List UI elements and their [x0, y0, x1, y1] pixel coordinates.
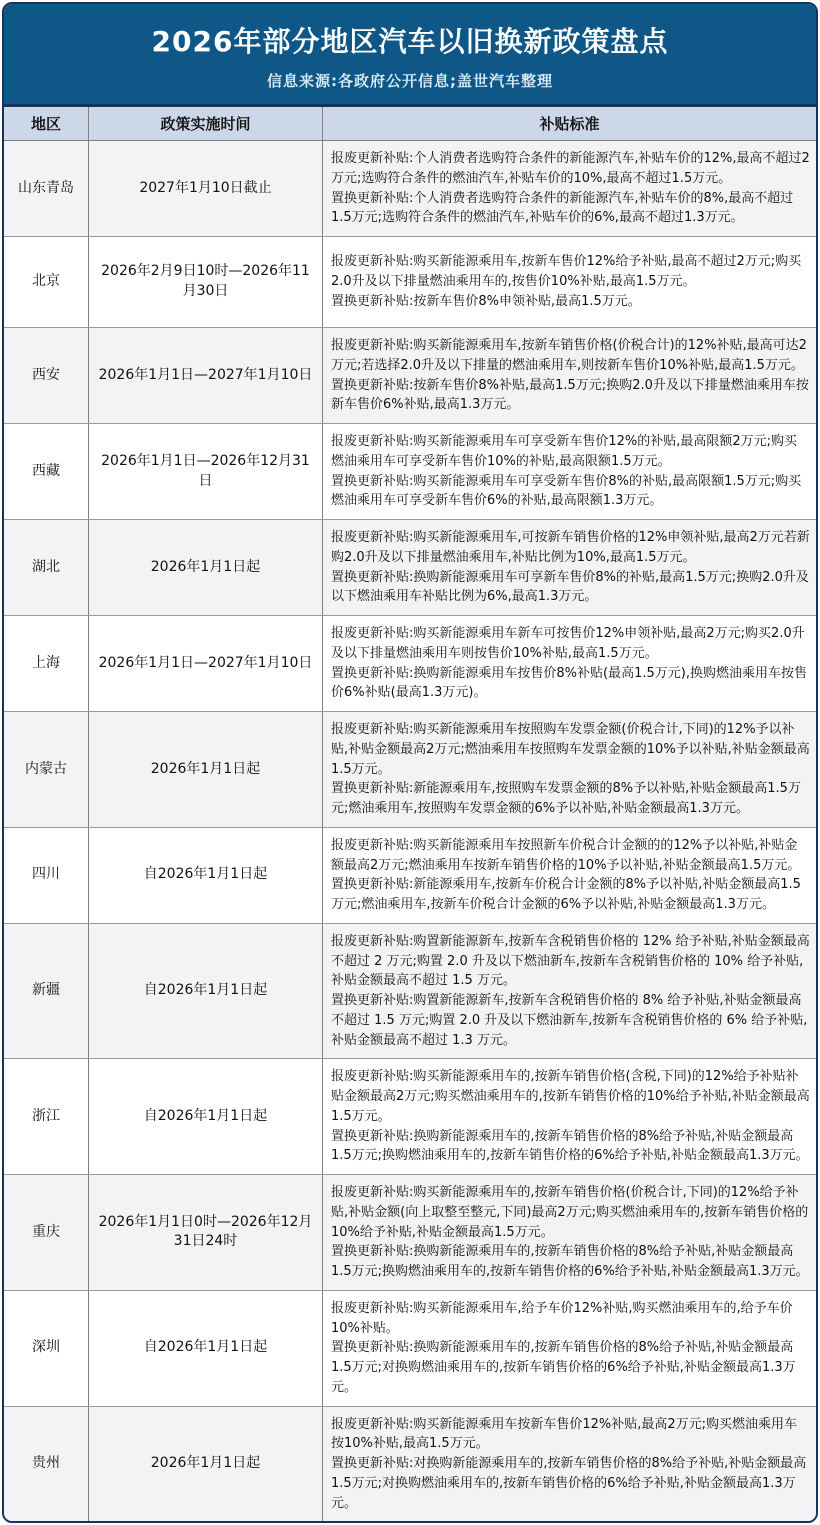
region-cell: 新疆 — [32, 982, 60, 999]
replace-subsidy-text: 置换更新补贴:换购新能源乘用车的,按新车销售价格的8%给予补贴,补贴金额最高1.5万元;换购燃油乘用车的,按新车销售价格的6%给予补贴,补贴金额最高1.3万元。 — [331, 1244, 809, 1279]
region-cell: 深圳 — [32, 1339, 60, 1356]
subsidy-cell — [322, 424, 816, 519]
region-cell: 山东青岛 — [18, 179, 74, 196]
scrap-subsidy-text: 报废更新补贴:购置新能源新车,按新车含税销售价格的 12% 给予补贴,补贴金额最高不超过 2 万元;购置 2.0 升及以下燃油新车,按新车含税销售价格的 10% 给予补贴,补贴金额最高不超过 1.5 万元。 — [331, 933, 810, 989]
subsidy-cell — [322, 1407, 816, 1522]
scrap-subsidy-text: 报废更新补贴:购买新能源乘用车按照购车发票金额(价税合计,下同)的12%予以补贴,补贴金额最高2万元;燃油乘用车按照购车发票金额的10%予以补贴,补贴金额最高1.5万元。 — [331, 722, 810, 777]
scrap-subsidy-text: 报废更新补贴:购买新能源乘用车,可按新车销售价格的12%申领补贴,最高2万元若新购2.0升及以下排量燃油乘用车,补贴比例为10%,最高1.5万元。 — [331, 530, 810, 565]
scrap-subsidy-text: 报废更新补贴:购买新能源乘用车按新车售价12%补贴,最高2万元;购买燃油乘用车按10%补贴,最高1.5万元。 — [331, 1416, 798, 1452]
replace-subsidy-text: 置换更新补贴:购置新能源新车,按新车含税销售价格的 8% 给予补贴,补贴金额最高不超过 1.5 万元;购置 2.0 升及以下燃油新车,按新车含税销售价格的 6% 给予补贴,补贴金额最高不超过 1.3 万元。 — [331, 993, 808, 1048]
scrap-subsidy-text: 报废更新补贴:购买新能源乘用车的,按新车销售价格(价税合计,下同)的12%给予补贴,补贴金额(向上取整至整元,下同)最高2万元;购买燃油乘用车的,按新车销售价格的10%给予补贴,补贴金额最高1.5万元。 — [331, 1185, 809, 1240]
period-cell: 自2026年1月1日起 — [88, 1059, 322, 1174]
policy-card — [2, 2, 818, 1523]
column-header-period: 政策实施时间 — [88, 107, 322, 140]
table-row — [4, 237, 816, 328]
period-cell: 2026年1月1日—2027年1月10日 — [88, 328, 322, 423]
period-cell: 自2026年1月1日起 — [88, 924, 322, 1059]
region-cell: 贵州 — [32, 1455, 60, 1472]
subsidy-cell — [322, 1291, 816, 1406]
replace-subsidy-text: 置换更新补贴:换购新能源乘用车的,按新车销售价格的8%给予补贴,补贴金额最高1.5万元;对换购燃油乘用车的,按新车销售价格的6%给予补贴,补贴金额最高1.3万元。 — [331, 1340, 796, 1395]
table-row — [4, 1059, 816, 1175]
period-cell: 2026年1月1日—2026年12月31日 — [88, 424, 322, 519]
region-cell: 西藏 — [32, 462, 60, 479]
subsidy-cell — [322, 616, 816, 711]
table-body — [4, 141, 816, 1521]
table-row — [4, 141, 816, 237]
region-cell: 四川 — [32, 866, 60, 883]
scrap-subsidy-text: 报废更新补贴:个人消费者选购符合条件的新能源汽车,补贴车价的12%,最高不超过2万元;选购符合条件的燃油汽车,补贴车价的10%,最高不超过1.5万元。 — [331, 151, 810, 186]
subsidy-cell — [322, 141, 816, 236]
replace-subsidy-text: 置换更新补贴:按新车售价8%补贴,最高1.5万元;换购2.0升及以下排量燃油乘用车按新车售价6%补贴,最高1.3万元。 — [331, 377, 809, 413]
scrap-subsidy-text: 报废更新补贴:购买新能源乘用车,按新车售价12%给予补贴,最高不超过2万元;购买2.0升及以下排量燃油乘用车的,按售价10%补贴,最高1.5万元。 — [331, 254, 802, 290]
replace-subsidy-text: 置换更新补贴:按新车售价8%申领补贴,最高1.5万元。 — [331, 293, 641, 309]
table-row — [4, 1291, 816, 1407]
table-row — [4, 328, 816, 424]
replace-subsidy-text: 置换更新补贴:新能源乘用车,按照购车发票金额的8%予以补贴,补贴金额最高1.5万元;燃油乘用车,按照购车发票金额的6%予以补贴,补贴金额最高1.3万元。 — [331, 781, 801, 816]
period-cell: 自2026年1月1日起 — [88, 828, 322, 923]
subsidy-cell — [322, 924, 816, 1059]
scrap-subsidy-text: 报废更新补贴:购买新能源乘用车新车可按售价12%申领补贴,最高2万元;购买2.0升及以下排量燃油乘用车则按售价10%补贴,最高1.5万元。 — [331, 626, 805, 661]
period-cell: 2026年1月1日起 — [88, 1407, 322, 1522]
table-row — [4, 712, 816, 828]
replace-subsidy-text: 置换更新补贴:换购新能源乘用车的,按新车销售价格的8%给予补贴,补贴金额最高1.5万元;换购燃油乘用车的,按新车销售价格的6%给予补贴,补贴金额最高1.3万元。 — [331, 1128, 809, 1164]
subsidy-cell — [322, 328, 816, 423]
period-cell: 自2026年1月1日起 — [88, 1291, 322, 1406]
scrap-subsidy-text: 报废更新补贴:购买新能源乘用车,给予车价12%补贴,购买燃油乘用车的,给予车价10%补贴。 — [331, 1300, 793, 1336]
region-cell: 上海 — [32, 654, 60, 671]
table-row — [4, 924, 816, 1060]
region-cell: 内蒙古 — [25, 760, 67, 777]
table-row — [4, 1407, 816, 1522]
region-cell: 重庆 — [32, 1223, 60, 1240]
period-cell: 2026年2月9日10时—2026年11月30日 — [88, 237, 322, 327]
region-cell: 浙江 — [32, 1107, 60, 1124]
region-cell: 湖北 — [32, 558, 60, 575]
replace-subsidy-text: 置换更新补贴:换购新能源乘用车按售价8%补贴(最高1.5万元),换购燃油乘用车按售价6%补贴(最高1.3万元)。 — [331, 665, 807, 701]
region-cell: 北京 — [32, 273, 60, 290]
table-row — [4, 828, 816, 924]
column-header-subsidy: 补贴标准 — [322, 107, 816, 140]
replace-subsidy-text: 置换更新补贴:新能源乘用车,按新车价税合计金额的8%予以补贴,补贴金额最高1.5万元;燃油乘用车,按新车价税合计金额的6%予以补贴,补贴金额最高1.3万元。 — [331, 877, 801, 912]
replace-subsidy-text: 置换更新补贴:个人消费者选购符合条件的新能源汽车,补贴车价的8%,最高不超过1.5万元;选购符合条件的燃油汽车,补贴车价的6%,最高不超过1.3万元。 — [331, 190, 794, 226]
region-cell: 西安 — [32, 366, 60, 383]
scrap-subsidy-text: 报废更新补贴:购买新能源乘用车的,按新车销售价格(含税,下同)的12%给予补贴补贴金额最高2万元;购买燃油乘用车的,按新车销售价格的10%给予补贴,补贴金额最高1.5万元。 — [331, 1069, 810, 1124]
subsidy-cell — [322, 1175, 816, 1290]
table-row — [4, 424, 816, 520]
table-row — [4, 616, 816, 712]
title-section — [4, 4, 816, 107]
replace-subsidy-text: 置换更新补贴:对换购新能源乘用车的,按新车销售价格的8%给予补贴,补贴金额最高1.5万元;对换购燃油乘用车的,按新车销售价格的6%给予补贴,补贴金额最高1.3万元。 — [331, 1456, 807, 1511]
period-cell: 2027年1月10日截止 — [88, 141, 322, 236]
period-cell: 2026年1月1日0时—2026年12月31日24时 — [88, 1175, 322, 1290]
period-cell: 2026年1月1日起 — [88, 520, 322, 615]
subsidy-cell — [322, 1059, 816, 1174]
page-title: 2026年部分地区汽车以旧换新政策盘点 — [151, 25, 669, 58]
scrap-subsidy-text: 报废更新补贴:购买新能源乘用车可享受新车售价12%的补贴,最高限额2万元;购买燃油乘用车可享受新车售价10%的补贴,最高限额1.5万元。 — [331, 434, 798, 469]
subsidy-cell — [322, 237, 816, 327]
replace-subsidy-text: 置换更新补贴:换购新能源乘用车可享新车售价8%的补贴,最高1.5万元;换购2.0升及以下燃油乘用车补贴比例为6%,最高1.3万元。 — [331, 569, 809, 605]
subsidy-cell — [322, 520, 816, 615]
scrap-subsidy-text: 报废更新补贴:购买新能源乘用车按照新车价税合计金额的的12%予以补贴,补贴金额最高2万元;燃油乘用车按新车销售价格的10%予以补贴,补贴金额最高1.5万元。 — [331, 837, 801, 873]
period-cell: 2026年1月1日起 — [88, 712, 322, 827]
scrap-subsidy-text: 报废更新补贴:购买新能源乘用车,按新车销售价格(价税合计)的12%补贴,最高可达2万元;若选择2.0升及以下排量的燃油乘用车,则按新车售价10%补贴,最高1.5万元。 — [331, 338, 807, 373]
period-cell: 2026年1月1日—2027年1月10日 — [88, 616, 322, 711]
column-header-region: 地区 — [30, 115, 61, 133]
table-header — [4, 107, 816, 141]
table-row — [4, 1175, 816, 1291]
page-subtitle: 信息来源:各政府公开信息;盖世汽车整理 — [267, 72, 553, 90]
subsidy-cell — [322, 712, 816, 827]
replace-subsidy-text: 置换更新补贴:购买新能源乘用车可享受新车售价8%的补贴,最高限额1.5万元;购买燃油乘用车可享受新车售价6%的补贴,最高限额1.3万元。 — [331, 473, 802, 509]
table-row — [4, 520, 816, 616]
subsidy-cell — [322, 828, 816, 923]
